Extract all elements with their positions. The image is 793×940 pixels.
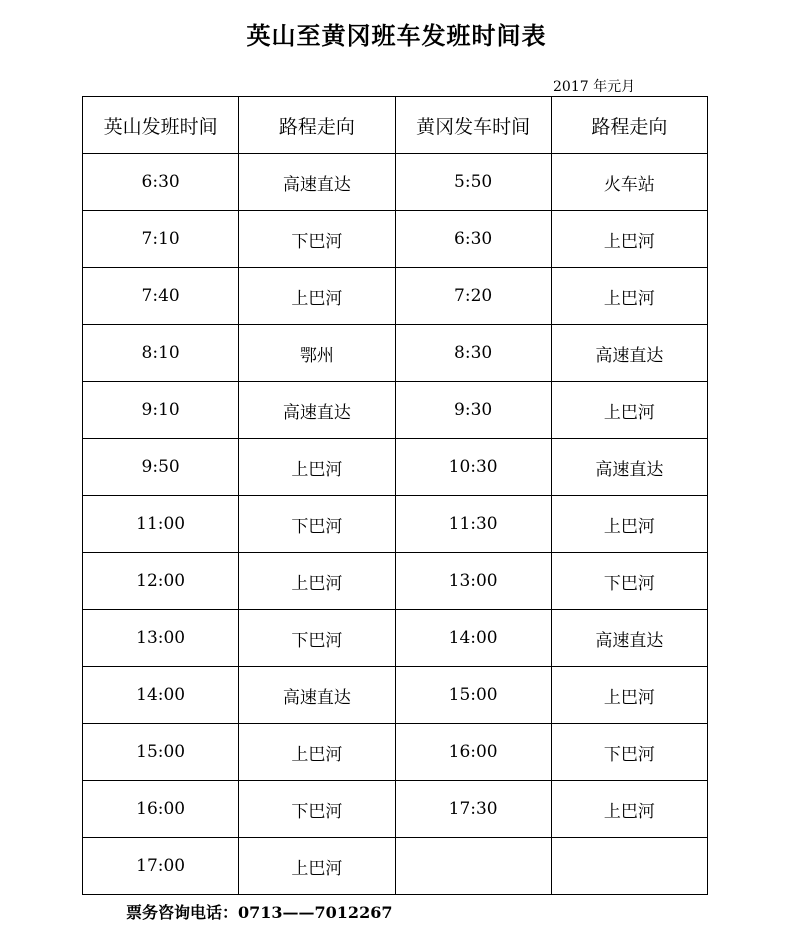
table-header-row <box>83 97 708 154</box>
route-cell: 上巴河 <box>551 211 707 268</box>
route-cell: 高速直达 <box>239 154 395 211</box>
route-cell: 高速直达 <box>239 382 395 439</box>
header-yingshan-departure: 英山发班时间 <box>83 97 239 154</box>
table-row <box>83 781 708 838</box>
table-row <box>83 610 708 667</box>
yingshan-time-cell: 9:10 <box>83 382 239 439</box>
yingshan-time-cell: 17:00 <box>83 838 239 895</box>
huanggang-time-cell: 15:00 <box>395 667 551 724</box>
route-cell: 下巴河 <box>239 496 395 553</box>
bus-schedule-table <box>82 96 708 895</box>
huanggang-time-cell: 6:30 <box>395 211 551 268</box>
route-cell: 鄂州 <box>239 325 395 382</box>
route-cell: 上巴河 <box>239 724 395 781</box>
yingshan-time-cell: 9:50 <box>83 439 239 496</box>
route-cell: 下巴河 <box>239 610 395 667</box>
yingshan-time-cell: 15:00 <box>83 724 239 781</box>
yingshan-time-cell: 7:10 <box>83 211 239 268</box>
route-cell: 高速直达 <box>551 325 707 382</box>
huanggang-time-cell: 8:30 <box>395 325 551 382</box>
huanggang-time-cell: 10:30 <box>395 439 551 496</box>
route-cell: 上巴河 <box>239 439 395 496</box>
table-row <box>83 496 708 553</box>
route-cell: 上巴河 <box>551 496 707 553</box>
route-cell: 上巴河 <box>551 781 707 838</box>
route-cell: 上巴河 <box>239 553 395 610</box>
table-row <box>83 211 708 268</box>
page-title: 英山至黄冈班车发班时间表 <box>246 22 547 50</box>
yingshan-time-cell: 14:00 <box>83 667 239 724</box>
route-cell: 高速直达 <box>239 667 395 724</box>
table-row <box>83 439 708 496</box>
header-route: 路程走向 <box>239 97 395 154</box>
yingshan-time-cell: 6:30 <box>83 154 239 211</box>
table-row <box>83 724 708 781</box>
route-cell: 高速直达 <box>551 439 707 496</box>
route-cell: 上巴河 <box>239 268 395 325</box>
issue-date: 2017 年元月 <box>553 79 636 95</box>
route-cell: 下巴河 <box>239 781 395 838</box>
route-cell: 下巴河 <box>551 724 707 781</box>
route-cell: 下巴河 <box>239 211 395 268</box>
table-row <box>83 667 708 724</box>
route-cell: 下巴河 <box>551 553 707 610</box>
huanggang-time-cell: 17:30 <box>395 781 551 838</box>
huanggang-time-cell: 9:30 <box>395 382 551 439</box>
route-cell: 高速直达 <box>551 610 707 667</box>
table-row <box>83 154 708 211</box>
yingshan-time-cell: 16:00 <box>83 781 239 838</box>
yingshan-time-cell: 13:00 <box>83 610 239 667</box>
table-row <box>83 268 708 325</box>
route-cell: 上巴河 <box>239 838 395 895</box>
route-cell <box>551 838 707 895</box>
table-row <box>83 553 708 610</box>
route-cell: 上巴河 <box>551 667 707 724</box>
huanggang-time-cell: 13:00 <box>395 553 551 610</box>
yingshan-time-cell: 11:00 <box>83 496 239 553</box>
yingshan-time-cell: 8:10 <box>83 325 239 382</box>
header-huanggang-departure: 黄冈发车时间 <box>395 97 551 154</box>
yingshan-time-cell: 7:40 <box>83 268 239 325</box>
huanggang-time-cell: 16:00 <box>395 724 551 781</box>
huanggang-time-cell: 14:00 <box>395 610 551 667</box>
huanggang-time-cell <box>395 838 551 895</box>
huanggang-time-cell: 5:50 <box>395 154 551 211</box>
ticket-inquiry-phone: 票务咨询电话：0713——7012267 <box>126 903 393 922</box>
header-route: 路程走向 <box>551 97 707 154</box>
table-row <box>83 838 708 895</box>
huanggang-time-cell: 11:30 <box>395 496 551 553</box>
huanggang-time-cell: 7:20 <box>395 268 551 325</box>
table-row <box>83 325 708 382</box>
table-row <box>83 382 708 439</box>
route-cell: 火车站 <box>551 154 707 211</box>
yingshan-time-cell: 12:00 <box>83 553 239 610</box>
route-cell: 上巴河 <box>551 268 707 325</box>
route-cell: 上巴河 <box>551 382 707 439</box>
